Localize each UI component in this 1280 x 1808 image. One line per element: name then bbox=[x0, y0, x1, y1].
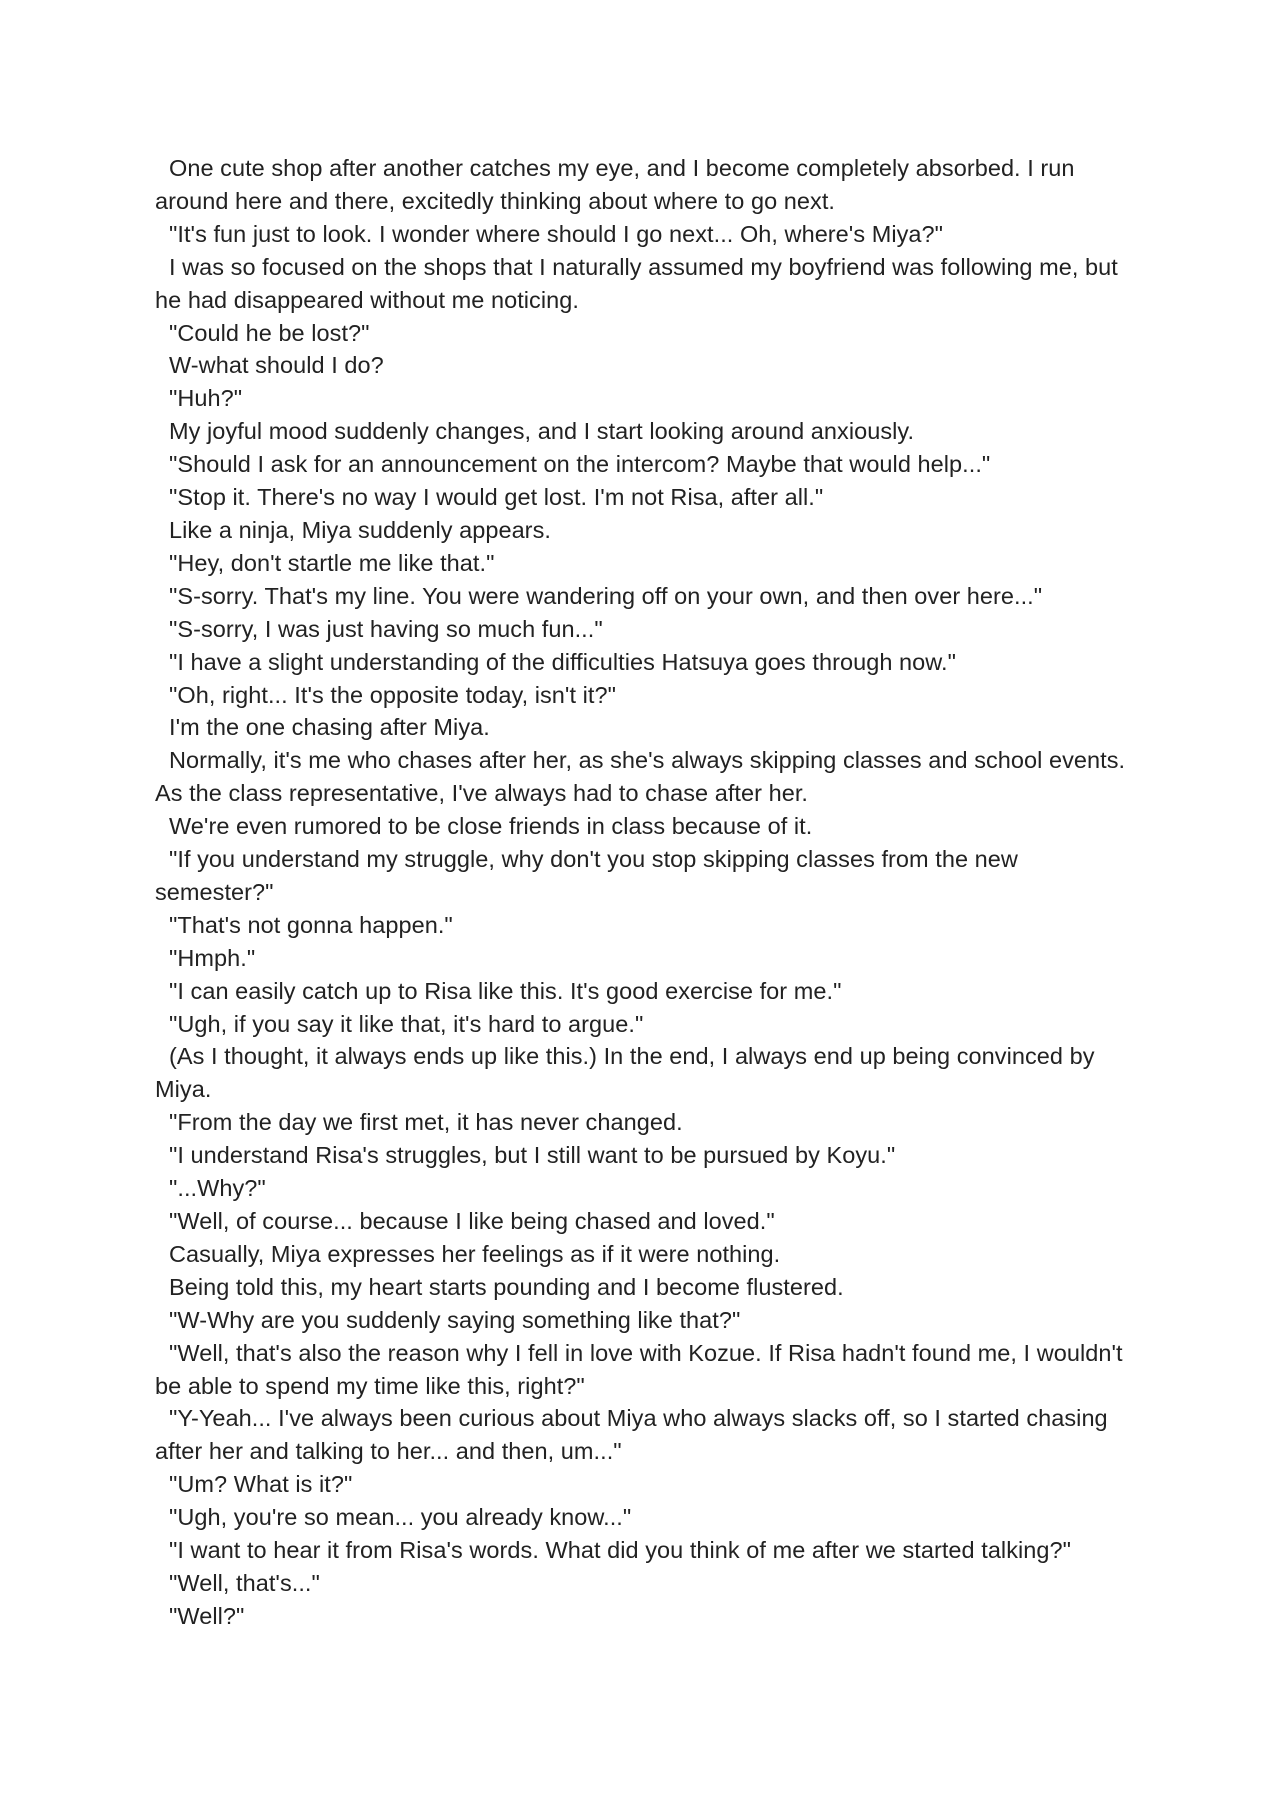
story-text bbox=[155, 152, 1130, 1633]
paragraph: "Um? What is it?" bbox=[169, 1471, 353, 1498]
paragraph: "Hey, don't startle me like that." bbox=[169, 549, 495, 576]
paragraph: "If you understand my struggle, why don't you stop skipping classes from the new semester?" bbox=[155, 846, 1018, 905]
paragraph: One cute shop after another catches my eye, and I become completely absorbed. I run around here and there, excitedly thinking about where to go next. bbox=[155, 155, 1075, 214]
paragraph: "I can easily catch up to Risa like this. It's good exercise for me." bbox=[169, 977, 842, 1004]
paragraph: "It's fun just to look. I wonder where should I go next... Oh, where's Miya?" bbox=[169, 220, 944, 247]
paragraph: I'm the one chasing after Miya. bbox=[169, 714, 490, 741]
paragraph: "Hmph." bbox=[169, 944, 256, 971]
paragraph: "I have a slight understanding of the difficulties Hatsuya goes through now." bbox=[169, 648, 956, 675]
paragraph: Like a ninja, Miya suddenly appears. bbox=[169, 516, 551, 543]
paragraph: We're even rumored to be close friends in class because of it. bbox=[169, 813, 813, 840]
paragraph: "From the day we first met, it has never changed. bbox=[169, 1109, 683, 1136]
paragraph: "Well, that's also the reason why I fell in love with Kozue. If Risa hadn't found me, I wouldn't be able to spend my time like this, right?" bbox=[155, 1339, 1123, 1399]
paragraph: "Ugh, you're so mean... you already know..." bbox=[169, 1504, 632, 1531]
paragraph: My joyful mood suddenly changes, and I start looking around anxiously. bbox=[169, 418, 915, 445]
paragraph: "Stop it. There's no way I would get lost. I'm not Risa, after all." bbox=[169, 484, 824, 511]
paragraph: "Well, that's..." bbox=[169, 1569, 320, 1596]
paragraph: "Should I ask for an announcement on the intercom? Maybe that would help..." bbox=[169, 451, 991, 478]
paragraph: "That's not gonna happen." bbox=[169, 911, 453, 938]
paragraph: "W-Why are you suddenly saying something like that?" bbox=[169, 1306, 741, 1333]
paragraph: "...Why?" bbox=[169, 1175, 266, 1202]
paragraph: W-what should I do? bbox=[169, 352, 384, 379]
paragraph: "I understand Risa's struggles, but I still want to be pursued by Koyu." bbox=[169, 1142, 896, 1169]
paragraph: "Huh?" bbox=[169, 385, 243, 412]
paragraph: "Well?" bbox=[169, 1602, 245, 1629]
paragraph: "Ugh, if you say it like that, it's hard to argue." bbox=[169, 1010, 644, 1037]
paragraph: "Oh, right... It's the opposite today, isn't it?" bbox=[169, 681, 616, 708]
paragraph: I was so focused on the shops that I naturally assumed my boyfriend was following me, but he had disappeared without me noticing. bbox=[155, 253, 1118, 313]
paragraph: "I want to hear it from Risa's words. What did you think of me after we started talking?" bbox=[169, 1537, 1072, 1564]
paragraph: "Could he be lost?" bbox=[169, 319, 370, 346]
paragraph: "S-sorry, I was just having so much fun..." bbox=[169, 615, 603, 642]
paragraph: Casually, Miya expresses her feelings as if it were nothing. bbox=[169, 1240, 781, 1267]
paragraph: Normally, it's me who chases after her, as she's always skipping classes and school events. As the class representative, I've always had to chase after her. bbox=[155, 747, 1126, 807]
paragraph: (As I thought, it always ends up like this.) In the end, I always end up being convinced by Miya. bbox=[155, 1043, 1095, 1103]
paragraph: "S-sorry. That's my line. You were wandering off on your own, and then over here..." bbox=[169, 582, 1043, 609]
paragraph: "Well, of course... because I like being chased and loved." bbox=[169, 1208, 775, 1234]
paragraph: "Y-Yeah... I've always been curious about Miya who always slacks off, so I started chasing after her and talking to her... and then, um..." bbox=[155, 1405, 1108, 1465]
paragraph: Being told this, my heart starts pounding and I become flustered. bbox=[169, 1273, 844, 1300]
